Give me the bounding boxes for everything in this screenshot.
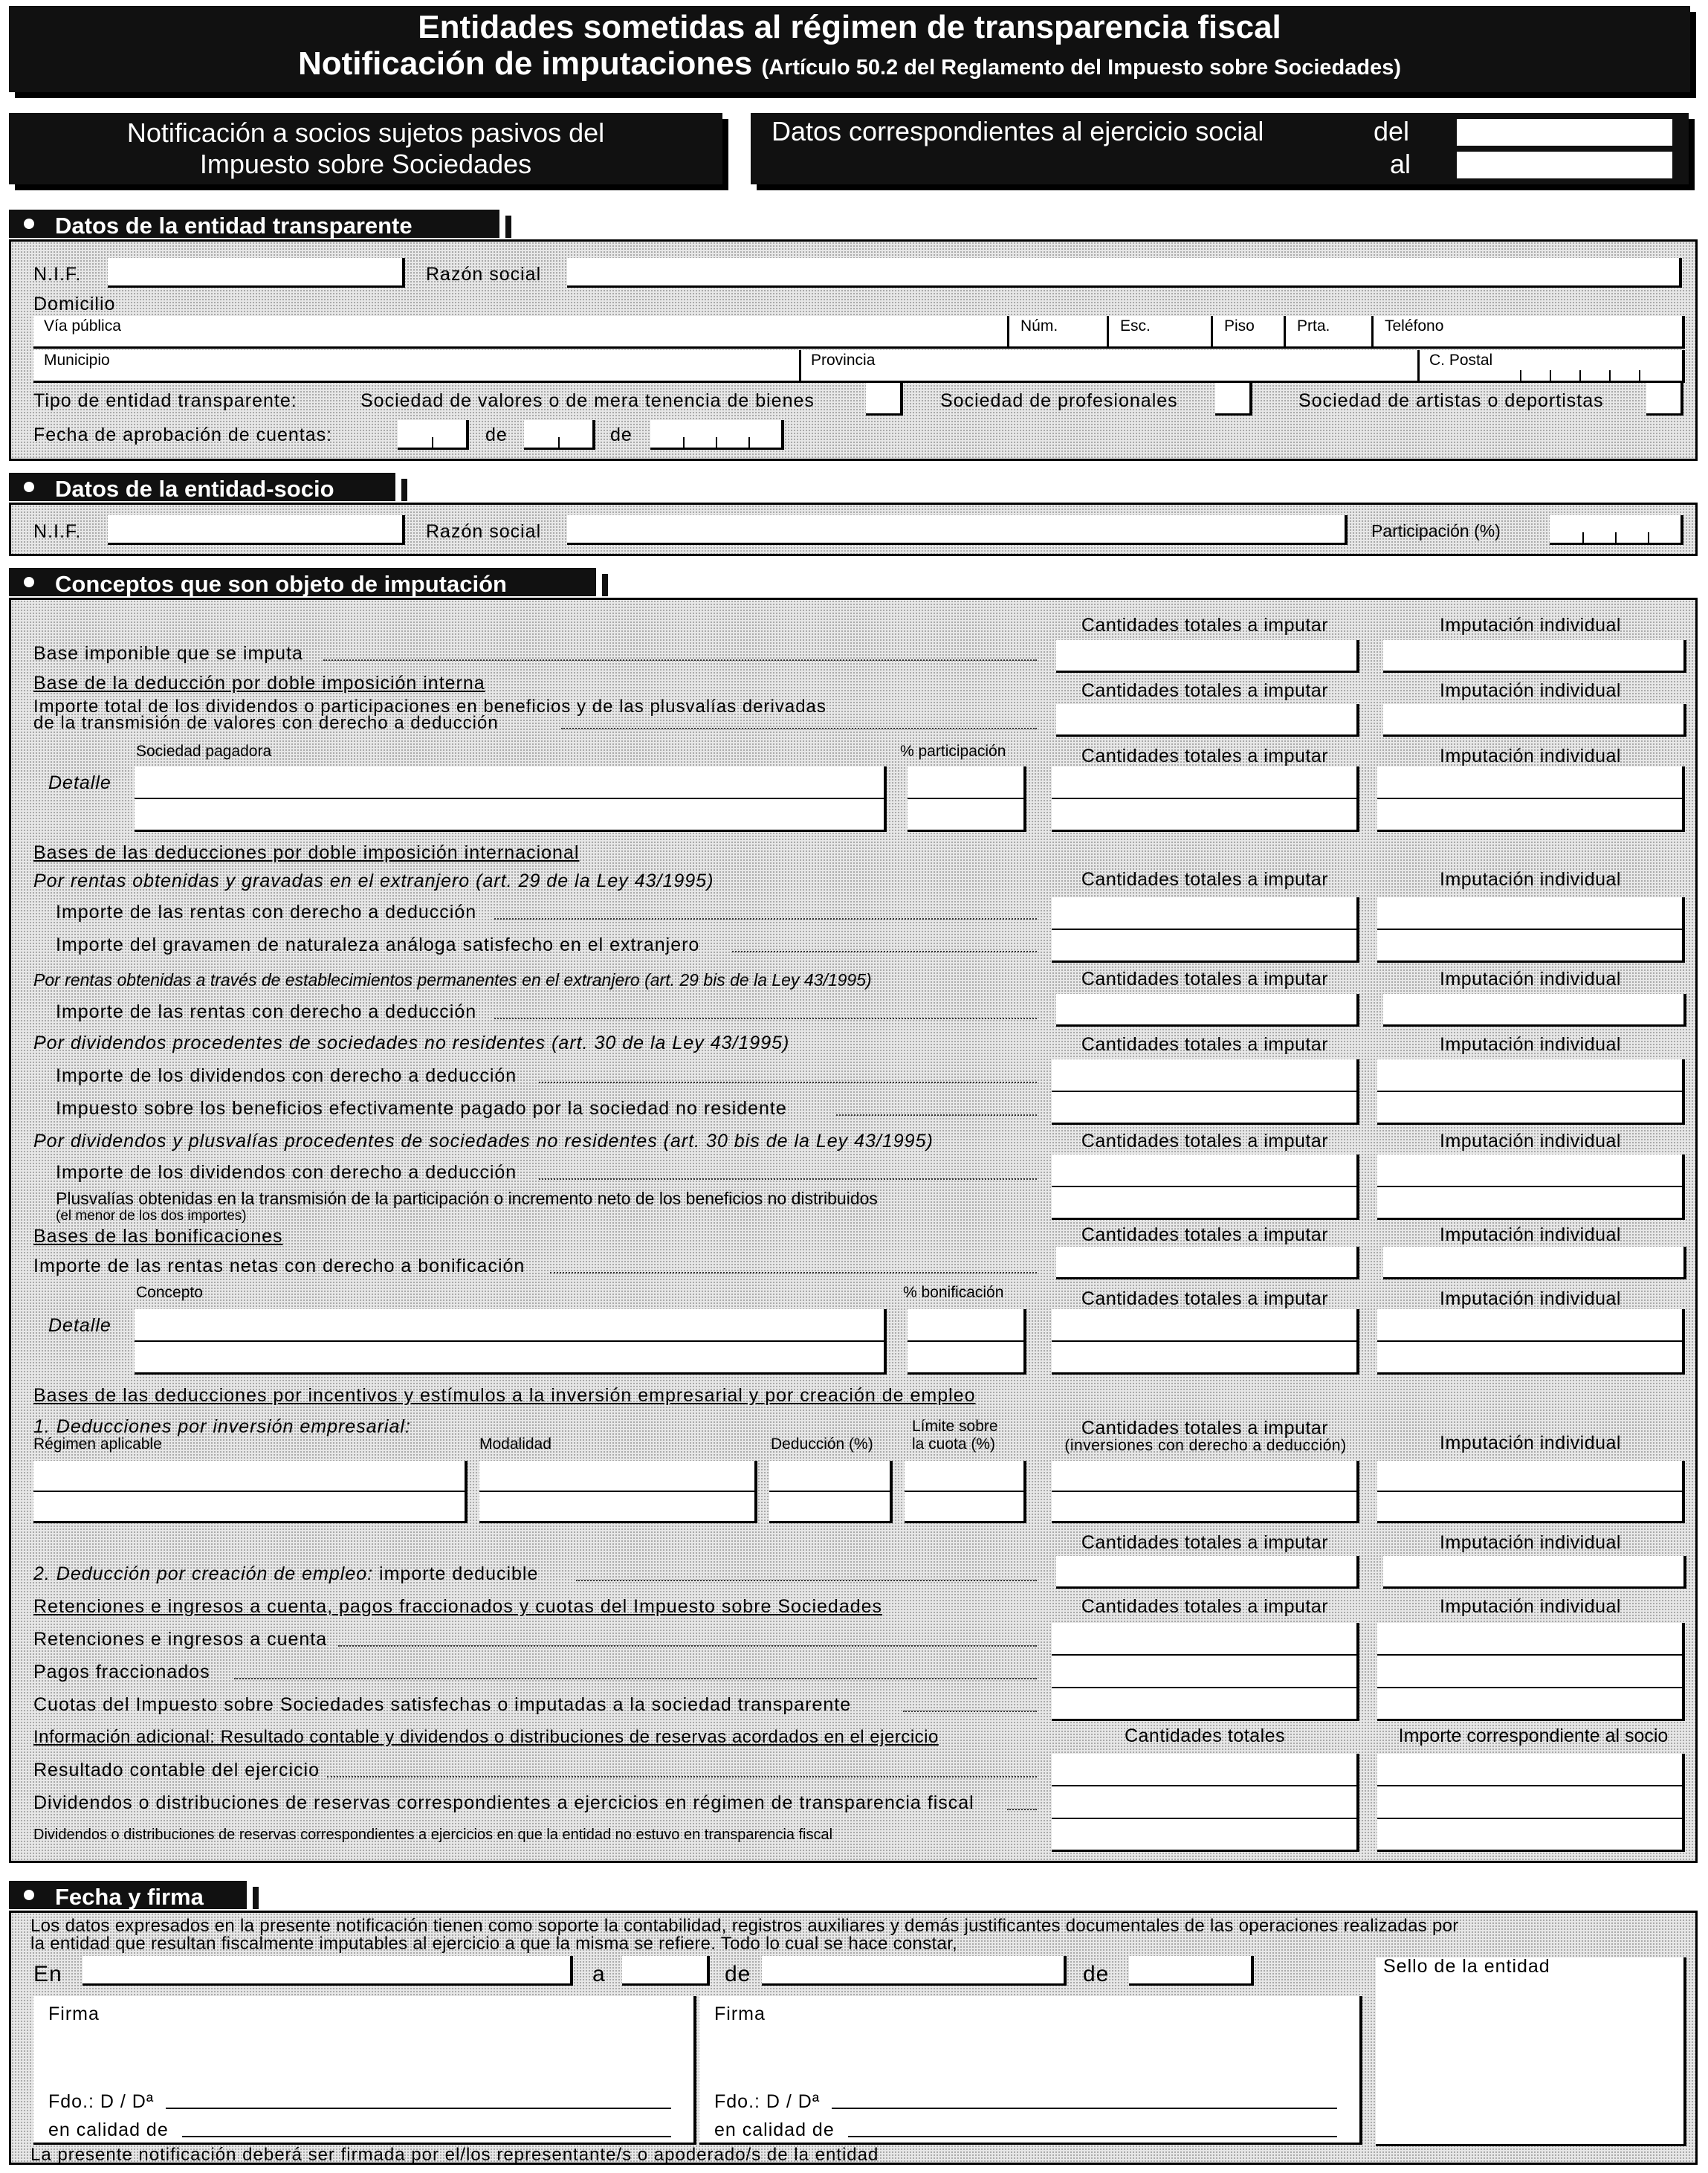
inc-2-label: 2. Deducción por creación de empleo: importe deducible [33, 1563, 539, 1584]
tipo-opt-valores-checkbox[interactable] [866, 383, 903, 416]
ret-c-label: Cuotas del Impuesto sobre Sociedades satisfechas o imputadas a la sociedad transparente [33, 1694, 852, 1715]
pct-bonificacion-label: % bonificación [903, 1284, 1004, 1301]
col-total-12: Cantidades totales a imputar [1081, 1596, 1329, 1617]
ddi-heading: Base de la deducción por doble imposición interna [33, 673, 485, 694]
fdo-label-1: Fdo.: D / Dª [48, 2091, 155, 2112]
prta-label: Prta. [1297, 317, 1330, 335]
tipo-opt-profesionales-label: Sociedad de profesionales [940, 390, 1178, 411]
ret-a-label: Retenciones e ingresos a cuenta [33, 1629, 328, 1650]
fecha-de-1: de [485, 424, 508, 445]
bon-concepto-field[interactable] [135, 1309, 887, 1375]
firma-label-1: Firma [48, 2004, 100, 2024]
info-heading: Información adicional: Resultado contable y dividendos o distribuciones de reservas acordados en el ejercicio [33, 1727, 939, 1747]
fecha-aprobacion-anio[interactable] [650, 420, 784, 450]
col-ind-8: Imputación individual [1440, 1224, 1621, 1245]
calidad-label-2: en calidad de [714, 2119, 835, 2140]
socio-nif-field[interactable] [108, 515, 405, 545]
ddi-total[interactable] [1056, 704, 1359, 737]
cpostal-label: C. Postal [1429, 352, 1493, 369]
fecha-de-2: de [610, 424, 633, 445]
tipo-opt-artistas-label: Sociedad de artistas o deportistas [1298, 390, 1604, 411]
inv-regimen-field[interactable] [33, 1461, 468, 1523]
deduccion-label: Deducción (%) [771, 1436, 873, 1453]
r30-a-label: Importe de los dividendos con derecho a deducción [56, 1065, 517, 1086]
inv-ind-field[interactable] [1377, 1461, 1685, 1523]
col-total-1: Cantidades totales a imputar [1081, 615, 1329, 636]
declaration-line-2: la entidad que resultan fiscalmente imputables al ejercicio a que la misma se refiere. Todo lo cual se hace constar, [30, 1934, 958, 1954]
detalle-label-1: Detalle [48, 772, 111, 793]
mes-field[interactable] [762, 1956, 1067, 1986]
participacion-label: Participación (%) [1371, 521, 1501, 540]
form-title-banner [9, 6, 1690, 92]
sello-label: Sello de la entidad [1383, 1956, 1550, 1977]
inc-1-label: 1. Deducciones por inversión empresarial: [33, 1416, 411, 1437]
inv-modalidad-field[interactable] [479, 1461, 757, 1523]
fecha-aprobacion-label: Fecha de aprobación de cuentas: [33, 424, 333, 445]
municipio-label: Municipio [44, 352, 110, 369]
domicilio-label: Domicilio [33, 294, 116, 314]
ddi-ind[interactable] [1383, 704, 1686, 737]
concepto-label: Concepto [136, 1284, 203, 1301]
col-ind-5: Imputación individual [1440, 969, 1621, 989]
ddi-line-1: Importe total de los dividendos o participaciones en beneficios y de las plusvalías derivadas [33, 697, 826, 717]
limite-label-2: la cuota (%) [912, 1436, 996, 1453]
col-total-11: Cantidades totales a imputar [1081, 1532, 1329, 1553]
col-totales: Cantidades totales [1124, 1725, 1286, 1746]
bon-detalle-ind[interactable] [1377, 1309, 1685, 1375]
firma-box-2[interactable] [699, 1996, 1362, 2145]
r29b-total[interactable] [1056, 994, 1359, 1027]
col-ind-12: Imputación individual [1440, 1596, 1621, 1617]
r30-total[interactable] [1052, 1059, 1359, 1125]
period-from-field[interactable] [1457, 119, 1672, 146]
section-entidad-socio [9, 503, 1698, 556]
r30-b-label: Impuesto sobre los beneficios efectivamente pagado por la sociedad no residente [56, 1098, 787, 1119]
limite-label-1: Límite sobre [912, 1418, 998, 1435]
inv-limite-field[interactable] [905, 1461, 1026, 1523]
r29-b-label: Importe del gravamen de naturaleza análoga satisfecho en el extranjero [56, 934, 700, 955]
firma-label-2: Firma [714, 2004, 766, 2024]
calidad-label-1: en calidad de [48, 2119, 169, 2140]
notice-line-2: Impuesto sobre Sociedades [199, 149, 532, 179]
section-fecha-firma-header: Fecha y firma [9, 1881, 247, 1909]
ddint-heading: Bases de las deducciones por doble imposición internacional [33, 842, 580, 863]
dia-field[interactable] [622, 1956, 710, 1986]
col-ind-6: Imputación individual [1440, 1034, 1621, 1055]
sello-box[interactable] [1376, 1957, 1686, 2146]
form-title: Entidades sometidas al régimen de transparencia fiscal [418, 9, 1281, 45]
participacion-field[interactable] [1550, 515, 1683, 545]
de-label-2: de [1083, 1962, 1110, 1986]
section-entidad-socio-header: Datos de la entidad-socio [9, 473, 395, 501]
soc-pagadora-label: Sociedad pagadora [136, 743, 272, 760]
r30b-c-label: (el menor de los dos importes) [56, 1208, 247, 1224]
section-conceptos-header: Conceptos que son objeto de imputación [9, 568, 596, 596]
fecha-aprobacion-mes[interactable] [524, 420, 595, 450]
a-label: a [592, 1962, 606, 1986]
anio-field[interactable] [1129, 1956, 1254, 1986]
bon-heading: Bases de las bonificaciones [33, 1226, 283, 1247]
base-imponible-total[interactable] [1056, 640, 1359, 673]
firma-box-1[interactable] [33, 1996, 696, 2145]
info-b-label: Dividendos o distribuciones de reservas correspondientes a ejercicios en régimen de transparencia fiscal [33, 1792, 974, 1813]
esc-label: Esc. [1120, 317, 1151, 335]
info-c-label: Dividendos o distribuciones de reservas correspondientes a ejercicios en que la entidad no estuvo en transparencia fiscal [33, 1827, 833, 1843]
inv-deduccion-field[interactable] [769, 1461, 893, 1523]
socio-razon-field[interactable] [567, 515, 1348, 545]
modalidad-label: Modalidad [479, 1436, 551, 1453]
bon-detalle-total[interactable] [1052, 1309, 1359, 1375]
base-imponible-label: Base imponible que se imputa [33, 643, 303, 664]
bon-a-label: Importe de las rentas netas con derecho a bonificación [33, 1256, 525, 1276]
detalle-label-2: Detalle [48, 1315, 111, 1336]
de-label: de [725, 1962, 751, 1986]
socio-razon-label: Razón social [426, 521, 542, 542]
col-socio: Importe correspondiente al socio [1398, 1725, 1669, 1746]
info-a-label: Resultado contable del ejercicio [33, 1760, 320, 1780]
col-ind-1: Imputación individual [1440, 615, 1621, 636]
col-ind-7: Imputación individual [1440, 1131, 1621, 1152]
fdo-label-2: Fdo.: D / Dª [714, 2091, 821, 2112]
num-label: Núm. [1020, 317, 1058, 335]
r29-a-label: Importe de las rentas con derecho a deducción [56, 902, 477, 923]
en-label: En [33, 1962, 62, 1986]
tipo-opt-valores-label: Sociedad de valores o de mera tenencia de bienes [360, 390, 815, 411]
fecha-aprobacion-dia[interactable] [398, 420, 469, 450]
info-socio[interactable] [1377, 1754, 1685, 1852]
detalle-total-field[interactable] [1052, 766, 1359, 832]
nif-label: N.I.F. [33, 264, 82, 285]
section-fecha-firma [9, 1911, 1698, 2165]
period-label: Datos correspondientes al ejercicio social [771, 116, 1264, 146]
col-ind-4: Imputación individual [1440, 869, 1621, 890]
col-ind-9: Imputación individual [1440, 1288, 1621, 1309]
r29-heading: Por rentas obtenidas y gravadas en el extranjero (art. 29 de la Ley 43/1995) [33, 871, 714, 891]
form-subtitle-note: (Artículo 50.2 del Reglamento del Impuesto sobre Sociedades) [761, 56, 1401, 80]
r29b-a-label: Importe de las rentas con derecho a deducción [56, 1001, 477, 1022]
section-entidad-transparente-header: Datos de la entidad transparente [9, 210, 499, 238]
domicilio-row-2[interactable] [33, 350, 1685, 383]
tipo-opt-artistas-checkbox[interactable] [1646, 383, 1683, 416]
detalle-participacion-field[interactable] [908, 766, 1026, 832]
razon-social-label: Razón social [426, 264, 542, 285]
period-to-label: al [1390, 149, 1411, 179]
r29-total[interactable] [1052, 897, 1359, 963]
period-to-field[interactable] [1457, 152, 1672, 178]
via-publica-label: Vía pública [44, 317, 121, 335]
bon-ind[interactable] [1383, 1247, 1686, 1279]
col-total-5: Cantidades totales a imputar [1081, 969, 1329, 989]
empleo-total[interactable] [1056, 1556, 1359, 1589]
r29b-heading: Por rentas obtenidas a través de establecimientos permanentes en el extranjero (art. 29 bis de la Ley 43/1995) [33, 970, 872, 989]
razon-social-field[interactable] [567, 258, 1682, 288]
r29-ind[interactable] [1377, 897, 1685, 963]
regimen-label: Régimen aplicable [33, 1436, 162, 1453]
detalle-ind-field[interactable] [1377, 766, 1685, 832]
col-total-10-sub: (inversiones con derecho a deducción) [1064, 1437, 1347, 1454]
col-total-7: Cantidades totales a imputar [1081, 1131, 1329, 1152]
ret-heading: Retenciones e ingresos a cuenta, pagos fraccionados y cuotas del Impuesto sobre Sociedades [33, 1596, 883, 1617]
r30b-b-label: Plusvalías obtenidas en la transmisión de la participación o incremento neto de los beneficios no distribuidos [56, 1189, 878, 1208]
inv-total-field[interactable] [1052, 1461, 1359, 1523]
bon-pct-field[interactable] [908, 1309, 1026, 1375]
detalle-sociedad-field[interactable] [135, 766, 887, 832]
ddi-line-2: de la transmisión de valores con derecho a deducción [33, 713, 499, 733]
tipo-entidad-label: Tipo de entidad transparente: [33, 390, 297, 411]
nif-field[interactable] [108, 258, 405, 288]
socio-nif-label: N.I.F. [33, 521, 82, 542]
r30-heading: Por dividendos procedentes de sociedades no residentes (art. 30 de la Ley 43/1995) [33, 1033, 790, 1053]
col-total-3: Cantidades totales a imputar [1081, 746, 1329, 766]
notice-box [9, 113, 722, 184]
r30-ind[interactable] [1377, 1059, 1685, 1125]
col-ind-2: Imputación individual [1440, 680, 1621, 701]
provincia-label: Provincia [811, 352, 876, 369]
section-entidad-transparente [9, 239, 1698, 461]
col-total-10: Cantidades totales a imputar [1081, 1418, 1329, 1439]
ret-b-label: Pagos fraccionados [33, 1662, 210, 1682]
tipo-opt-profesionales-checkbox[interactable] [1215, 383, 1252, 416]
pct-participacion-label: % participación [900, 743, 1006, 760]
period-box [751, 113, 1689, 184]
bon-total[interactable] [1056, 1247, 1359, 1279]
r30b-heading: Por dividendos y plusvalías procedentes de sociedades no residentes (art. 30 bis de la Ley 43/1995) [33, 1131, 934, 1152]
col-ind-11: Imputación individual [1440, 1532, 1621, 1553]
col-total-9: Cantidades totales a imputar [1081, 1288, 1329, 1309]
r29b-ind[interactable] [1383, 994, 1686, 1027]
inc-heading: Bases de las deducciones por incentivos y estímulos a la inversión empresarial y por creación de empleo [33, 1385, 976, 1406]
col-ind-10: Imputación individual [1440, 1433, 1621, 1453]
info-total[interactable] [1052, 1754, 1359, 1852]
telefono-label: Teléfono [1385, 317, 1444, 335]
ret-total[interactable] [1052, 1623, 1359, 1721]
col-total-6: Cantidades totales a imputar [1081, 1034, 1329, 1055]
empleo-ind[interactable] [1383, 1556, 1686, 1589]
section-conceptos [9, 598, 1698, 1863]
form-subtitle: Notificación de imputaciones [298, 45, 753, 82]
r30b-ind[interactable] [1377, 1155, 1685, 1220]
declaration-line-1: Los datos expresados en la presente notificación tienen como soporte la contabilidad, registros auxiliares y demás justificantes documentales de las operaciones realizadas por [30, 1916, 1459, 1936]
base-imponible-ind[interactable] [1383, 640, 1686, 673]
col-ind-3: Imputación individual [1440, 746, 1621, 766]
period-from-label: del [1374, 116, 1410, 146]
col-total-4: Cantidades totales a imputar [1081, 869, 1329, 890]
col-total-2: Cantidades totales a imputar [1081, 680, 1329, 701]
ret-ind[interactable] [1377, 1623, 1685, 1721]
footer-note: La presente notificación deberá ser firmada por el/los representante/s o apoderado/s de la entidad [30, 2145, 879, 2165]
col-total-8: Cantidades totales a imputar [1081, 1224, 1329, 1245]
domicilio-row-1[interactable] [33, 316, 1685, 349]
piso-label: Piso [1224, 317, 1255, 335]
r30b-a-label: Importe de los dividendos con derecho a deducción [56, 1162, 517, 1183]
lugar-field[interactable] [83, 1956, 573, 1986]
r30b-total[interactable] [1052, 1155, 1359, 1220]
notice-line-1: Notificación a socios sujetos pasivos del [126, 117, 605, 148]
